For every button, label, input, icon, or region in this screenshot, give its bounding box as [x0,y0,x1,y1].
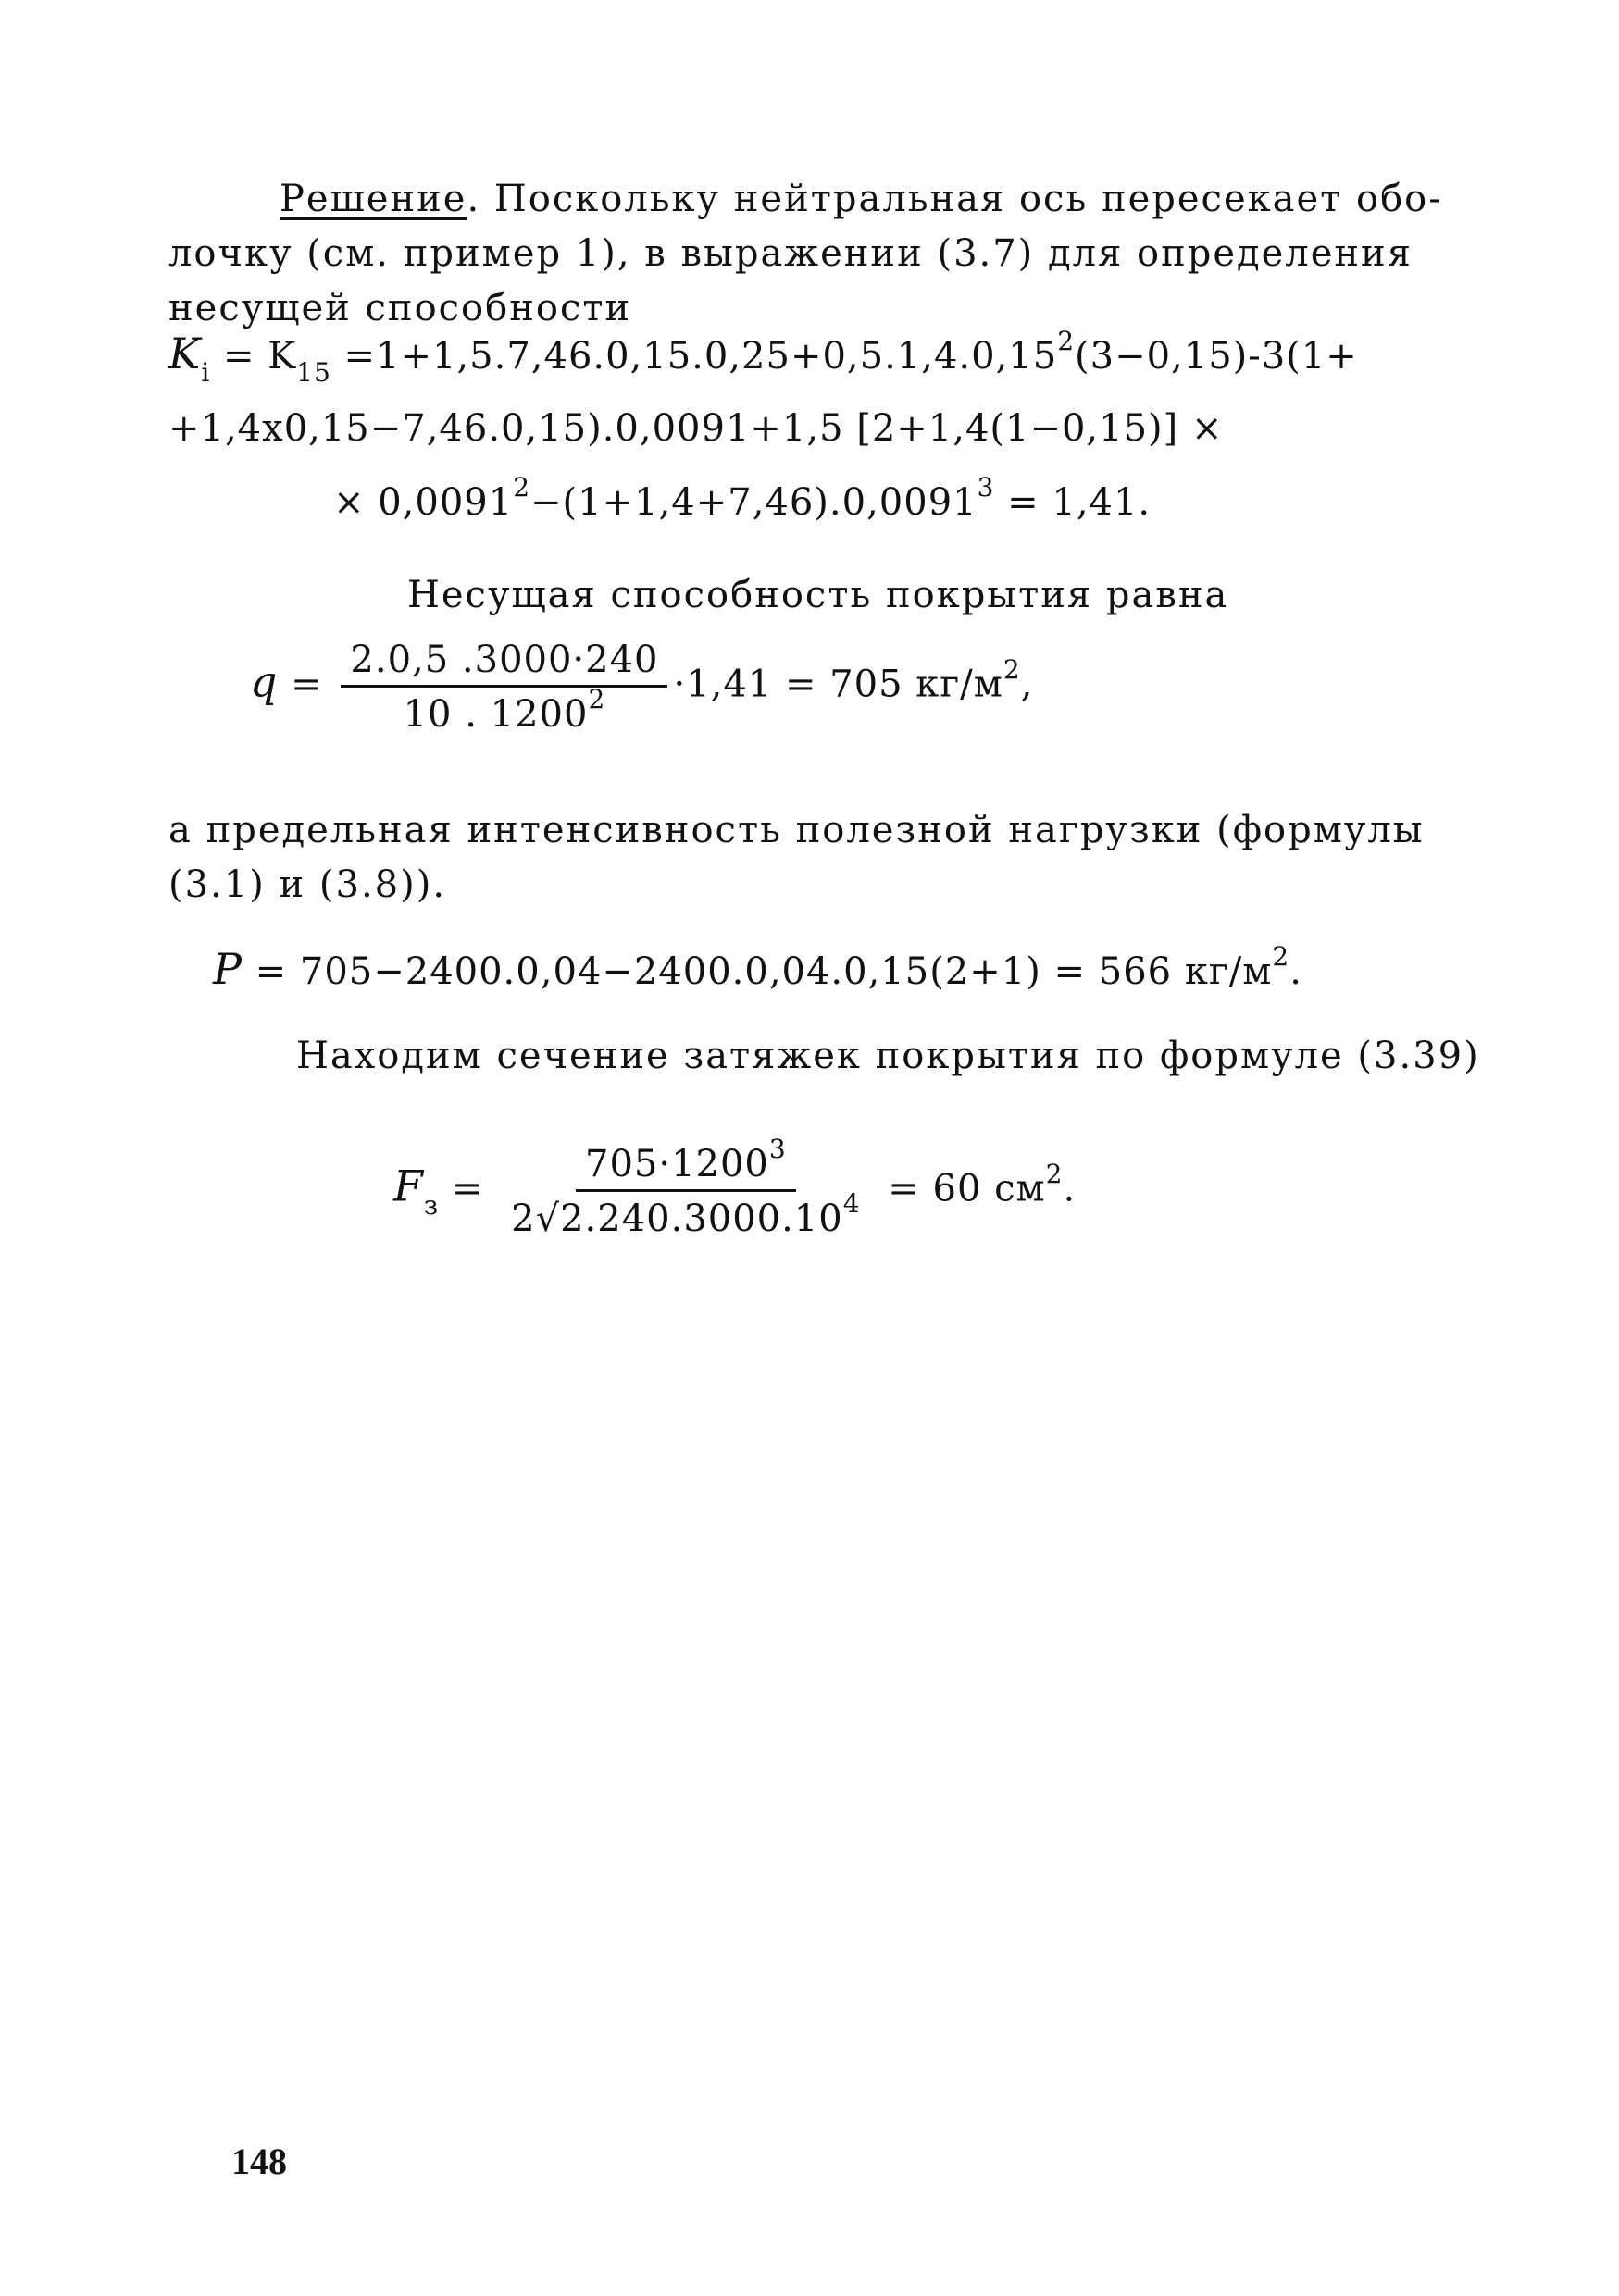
q-tail-sup: 2 [1003,653,1021,685]
formula-p [213,941,1302,994]
f-num-sup: 3 [768,1134,787,1164]
q-numerator: 2.0,5 .3000·240 [341,639,667,688]
q-end: , [1020,663,1034,706]
k-equals: = K [210,335,297,378]
formula-k-line-3 [333,472,1152,524]
k-superscript: 2 [1057,326,1076,356]
q-fraction [341,639,667,736]
f-equals: = [451,1167,484,1210]
formula-k-line-2: +1,4x0,15−7,46.0,15).0,0091+1,5 [2+1,4(1−0,15)] × [168,407,1224,450]
k-tail: (3−0,15)-3(1+ [1075,335,1358,378]
k15-subscript: 15 [296,357,331,388]
p-body: = 705−2400.0,04−2400.0,04.0,15(2+1) = 566 кг/м [242,950,1273,993]
paragraph-solution [168,172,1464,336]
f-end: . [1063,1167,1077,1210]
k3-part-c: = 1,41. [994,481,1152,524]
f-numerator [576,1134,796,1192]
k-body: =1+1,5.7,46.0,15.0,25+0,5.1,4.0,15 [330,335,1058,378]
f-tail: = 60 см [888,1167,1046,1210]
formula-q [250,639,1033,736]
k3-part-a: × 0,0091 [333,481,514,524]
q-denominator [394,684,616,736]
k-subscript: i [201,357,211,388]
solution-text: . Поскольку нейтральная ось пересекает обо-лочку (см. пример 1), в выражении (3.7) для определения несущей способности [168,178,1443,329]
q-symbol: q [250,656,279,707]
formula-f [393,1134,1077,1240]
paragraph-bearing-capacity: Несущая способность покрытия равна [407,574,1229,616]
k3-sup-1: 2 [513,472,531,503]
k3-sup-2: 3 [977,472,995,503]
paragraph-find-section: Находим сечение затяжек покрытия по формуле (3.39) [296,1035,1480,1077]
p-sup: 2 [1272,941,1290,972]
f-subscript: з [423,1189,440,1221]
f-den-sup: 4 [842,1188,861,1219]
solution-label: Решение [280,178,467,220]
k-symbol: K [168,329,202,379]
f-num-text: 705·1200 [585,1143,769,1185]
q-den-text: 10 . 1200 [403,693,589,736]
f-denominator [502,1188,869,1240]
k3-part-b: −(1+1,4+7,46).0,0091 [530,481,978,524]
page-number: 148 [231,2141,287,2182]
f-symbol: F [393,1160,424,1211]
f-tail-sup: 2 [1045,1158,1064,1189]
p-symbol: P [213,944,243,994]
formula-k-line-1 [168,326,1358,388]
f-fraction [502,1134,869,1240]
q-equals: = [291,663,323,706]
p-end: . [1289,950,1302,993]
q-tail: ·1,41 = 705 кг/м [673,663,1003,706]
f-den-text: 2√2.240.3000.10 [511,1198,843,1240]
paragraph-limit-intensity: а предельная интенсивность полезной нагрузки (формулы (3.1) и (3.8)). [168,809,1425,906]
q-den-sup: 2 [588,684,606,714]
